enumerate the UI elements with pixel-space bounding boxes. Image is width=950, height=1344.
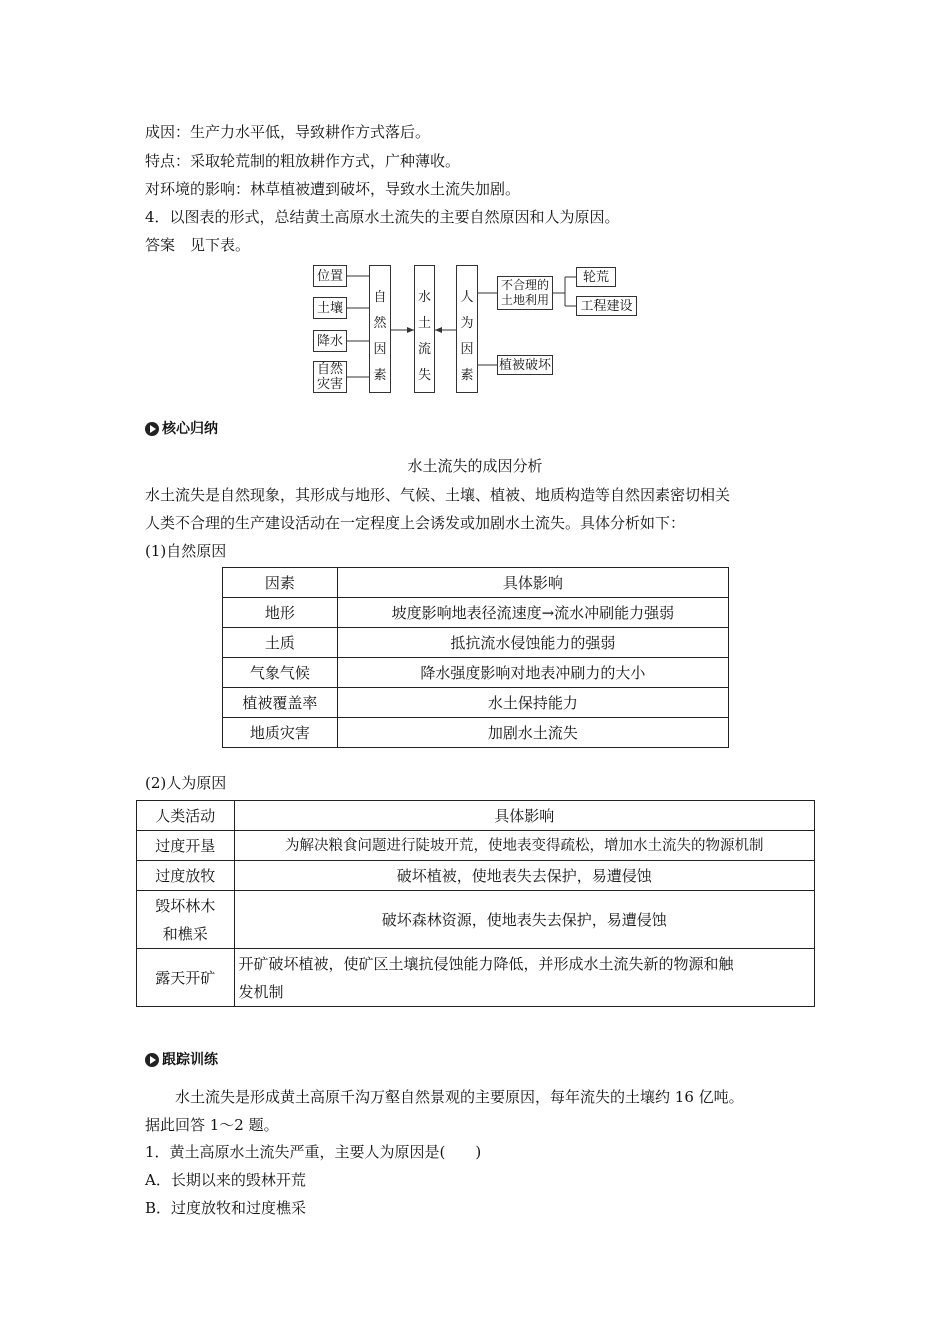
table-cell: 地质灾害 bbox=[223, 718, 338, 748]
table-cell: 降水强度影响对地表冲刷力的大小 bbox=[337, 658, 728, 688]
text-line: 特点：采取轮荒制的粗放耕作方式，广种薄收。 bbox=[145, 152, 461, 170]
box-char: 因 bbox=[373, 342, 387, 357]
table-header-row bbox=[223, 568, 729, 598]
box-char: 流 bbox=[417, 342, 431, 357]
table-row bbox=[223, 628, 729, 658]
box-char: 人 bbox=[460, 290, 474, 305]
human-causes-table bbox=[136, 800, 815, 1007]
box-precipitation: 降水 bbox=[313, 330, 347, 352]
table-cell: 开矿破坏植被，使矿区土壤抗侵蚀能力降低，并形成水土流失新的物源和触 发机制 bbox=[234, 949, 814, 1007]
table-cell: 过度开垦 bbox=[137, 831, 235, 861]
soil-erosion-box bbox=[414, 265, 435, 393]
section-heading-follow-up-training bbox=[145, 1050, 218, 1070]
table-cell: 水土保持能力 bbox=[337, 688, 728, 718]
analysis-title: 水土流失的成因分析 bbox=[407, 457, 543, 475]
box-rotation-fallow: 轮荒 bbox=[576, 267, 616, 287]
natural-heading: (1)自然原因 bbox=[145, 542, 227, 560]
cause-diagram bbox=[0, 0, 950, 400]
table-header: 具体影响 bbox=[337, 568, 728, 598]
table-row bbox=[137, 831, 815, 861]
table-row bbox=[223, 688, 729, 718]
text-line: 对环境的影响：林草植被遭到破坏，导致水土流失加剧。 bbox=[145, 180, 521, 198]
box-char: 失 bbox=[417, 368, 431, 383]
table-cell: 毁坏林木 和樵采 bbox=[137, 891, 235, 949]
box-land-use bbox=[497, 276, 553, 310]
box-engineering: 工程建设 bbox=[576, 296, 637, 316]
box-char: 水 bbox=[417, 290, 431, 305]
table-header: 因素 bbox=[223, 568, 338, 598]
box-natural-disaster bbox=[313, 361, 347, 393]
question-4: 4．以图表的形式，总结黄土高原水土流失的主要自然原因和人为原因。 bbox=[145, 208, 620, 226]
option-b: B．过度放牧和过度樵采 bbox=[145, 1199, 307, 1217]
table-header: 人类活动 bbox=[137, 801, 235, 831]
intro-line: 人类不合理的生产建设活动在一定程度上会诱发或加剧水土流失。具体分析如下： bbox=[145, 514, 686, 532]
table-cell: 气象气候 bbox=[223, 658, 338, 688]
box-label: 灾害 bbox=[316, 377, 343, 392]
box-char: 素 bbox=[373, 368, 387, 383]
play-circle-icon bbox=[145, 1053, 159, 1067]
section-heading-core-summary bbox=[145, 419, 218, 439]
box-soil: 土壤 bbox=[313, 297, 347, 319]
box-char: 素 bbox=[460, 368, 474, 383]
intro-line: 水土流失是自然现象，其形成与地形、气候、土壤、植被、地质构造等自然因素密切相关 bbox=[145, 486, 731, 504]
box-location: 位置 bbox=[313, 265, 347, 287]
table-cell: 破坏植被，使地表失去保护，易遭侵蚀 bbox=[234, 861, 814, 891]
table-cell: 为解决粮食问题进行陡坡开荒，使地表变得疏松，增加水土流失的物源机制 bbox=[234, 831, 814, 861]
table-cell: 破坏森林资源，使地表失去保护，易遭侵蚀 bbox=[234, 891, 814, 949]
question-1: 1．黄土高原水土流失严重，主要人为原因是( ) bbox=[145, 1143, 482, 1161]
table-row bbox=[223, 658, 729, 688]
table-cell: 土质 bbox=[223, 628, 338, 658]
option-a: A．长期以来的毁林开荒 bbox=[145, 1171, 306, 1189]
table-cell: 露天开矿 bbox=[137, 949, 235, 1007]
table-row bbox=[223, 718, 729, 748]
box-char: 土 bbox=[417, 316, 431, 331]
passage-line: 据此回答 1～2 题。 bbox=[145, 1116, 279, 1134]
box-vegetation-damage: 植被破坏 bbox=[497, 355, 553, 375]
table-cell: 加剧水土流失 bbox=[337, 718, 728, 748]
table-row bbox=[137, 891, 815, 949]
box-label: 土地利用 bbox=[500, 293, 549, 307]
box-label: 不合理的 bbox=[500, 278, 549, 292]
table-cell: 过度放牧 bbox=[137, 861, 235, 891]
table-row bbox=[137, 861, 815, 891]
table-row bbox=[223, 598, 729, 628]
natural-factors-box bbox=[369, 265, 391, 393]
answer-line: 答案 见下表。 bbox=[145, 236, 251, 254]
table-cell: 坡度影响地表径流速度→流水冲刷能力强弱 bbox=[337, 598, 728, 628]
box-char: 为 bbox=[460, 316, 474, 331]
table-header: 具体影响 bbox=[234, 801, 814, 831]
human-heading: (2)人为原因 bbox=[145, 774, 227, 792]
box-char: 然 bbox=[373, 316, 387, 331]
play-circle-icon bbox=[145, 422, 159, 436]
table-cell: 地形 bbox=[223, 598, 338, 628]
natural-causes-table bbox=[222, 567, 729, 748]
section-title: 跟踪训练 bbox=[162, 1052, 218, 1068]
table-row bbox=[137, 949, 815, 1007]
box-char: 因 bbox=[460, 342, 474, 357]
table-cell: 植被覆盖率 bbox=[223, 688, 338, 718]
section-title: 核心归纳 bbox=[162, 421, 218, 437]
box-char: 自 bbox=[373, 290, 387, 305]
table-cell: 抵抗流水侵蚀能力的强弱 bbox=[337, 628, 728, 658]
passage-line: 水土流失是形成黄土高原千沟万壑自然景观的主要原因，每年流失的土壤约 16 亿吨。 bbox=[175, 1088, 744, 1106]
table-header-row bbox=[137, 801, 815, 831]
text-line: 成因：生产力水平低，导致耕作方式落后。 bbox=[145, 123, 431, 141]
box-label: 自然 bbox=[316, 362, 343, 377]
human-factors-box bbox=[456, 265, 478, 393]
